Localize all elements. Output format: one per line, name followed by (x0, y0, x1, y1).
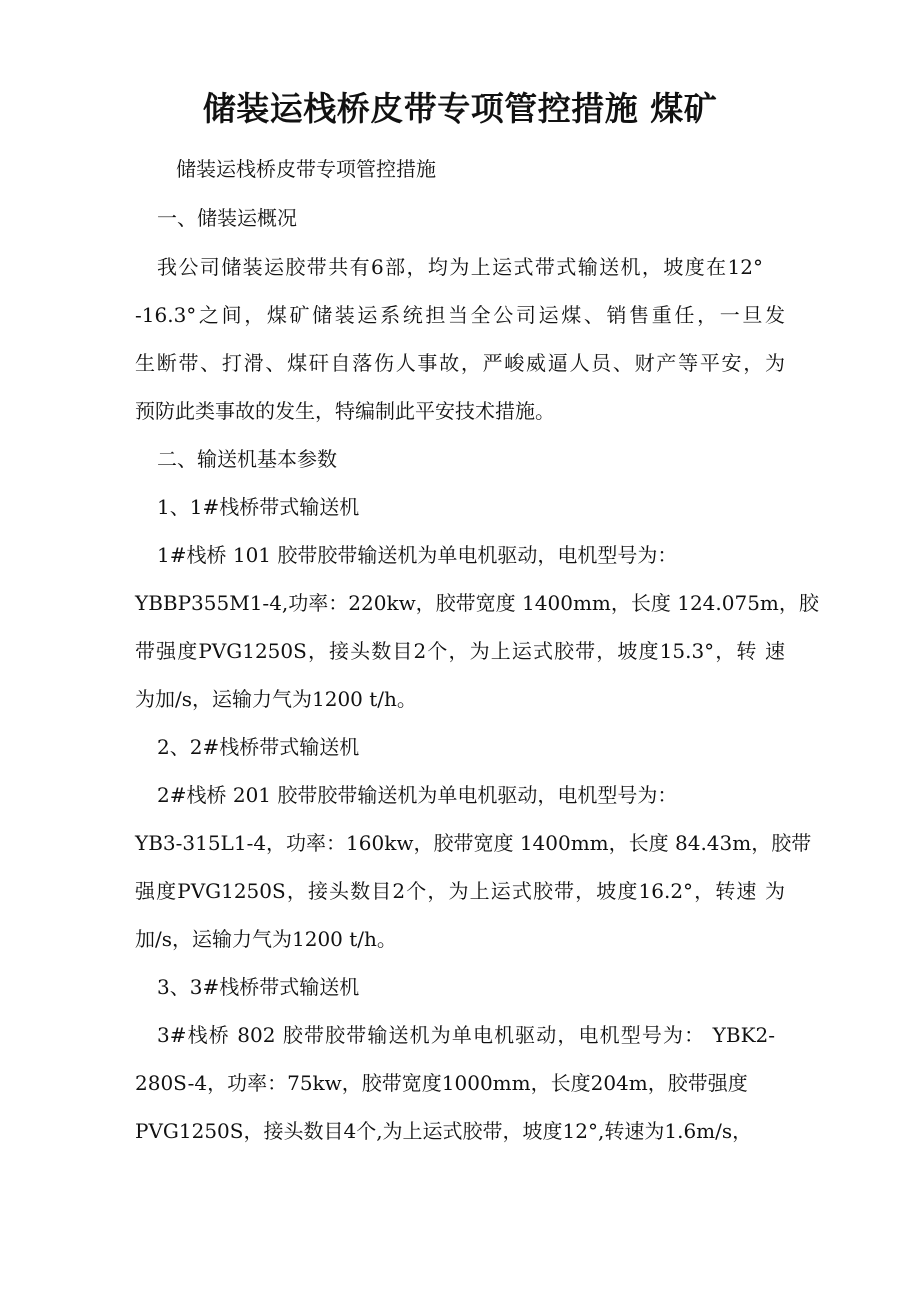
section-heading-overview: 一、储装运概况 (157, 206, 297, 230)
paragraph-line: 为加/s，运输力气为1200 t/h。 (135, 687, 417, 711)
paragraph-line: 我公司储装运胶带共有6部，均为上运式带式输送机，坡度在12° (157, 255, 763, 279)
paragraph-line: 280S-4，功率：75kw，胶带宽度1000mm，长度204m，胶带强度 (135, 1071, 748, 1095)
paragraph-line: 2#栈桥 201 胶带胶带输送机为单电机驱动，电机型号为： (157, 783, 678, 807)
document-subtitle: 储装运栈桥皮带专项管控措施 (176, 157, 436, 181)
subsection-heading-conveyor-1: 1、1#栈桥带式输送机 (157, 495, 360, 519)
paragraph-line: PVG1250S，接头数目4个,为上运式胶带，坡度12°,转速为1.6m/s， (135, 1119, 753, 1143)
paragraph-line: 加/s，运输力气为1200 t/h。 (135, 927, 397, 951)
paragraph-line: 带强度PVG1250S，接头数目2个，为上运式胶带，坡度15.3°，转 速 (135, 639, 785, 663)
paragraph-line: YB3-315L1-4，功率：160kw，胶带宽度 1400mm，长度 84.43m，胶带 (135, 831, 812, 855)
section-heading-parameters: 二、输送机基本参数 (157, 447, 337, 471)
paragraph-line: 3#栈桥 802 胶带胶带输送机为单电机驱动，电机型号为： YBK2- (157, 1023, 775, 1047)
paragraph-line: 预防此类事故的发生，特编制此平安技术措施。 (135, 399, 555, 423)
document-title: 储装运栈桥皮带专项管控措施 煤矿 (202, 89, 718, 128)
paragraph-line: 1#栈桥 101 胶带胶带输送机为单电机驱动，电机型号为： (157, 543, 678, 567)
paragraph-line: YBBP355M1-4,功率：220kw，胶带宽度 1400mm，长度 124.075m，胶 (135, 591, 819, 615)
subsection-heading-conveyor-2: 2、2#栈桥带式输送机 (157, 735, 360, 759)
subsection-heading-conveyor-3: 3、3#栈桥带式输送机 (157, 975, 360, 999)
paragraph-line: 生断带、打滑、煤矸自落伤人事故，严峻威逼人员、财产等平安，为 (135, 351, 785, 375)
paragraph-line: 强度PVG1250S，接头数目2个，为上运式胶带，坡度16.2°，转速 为 (135, 879, 785, 903)
paragraph-line: -16.3°之间，煤矿储装运系统担当全公司运煤、销售重任，一旦发 (135, 303, 785, 327)
